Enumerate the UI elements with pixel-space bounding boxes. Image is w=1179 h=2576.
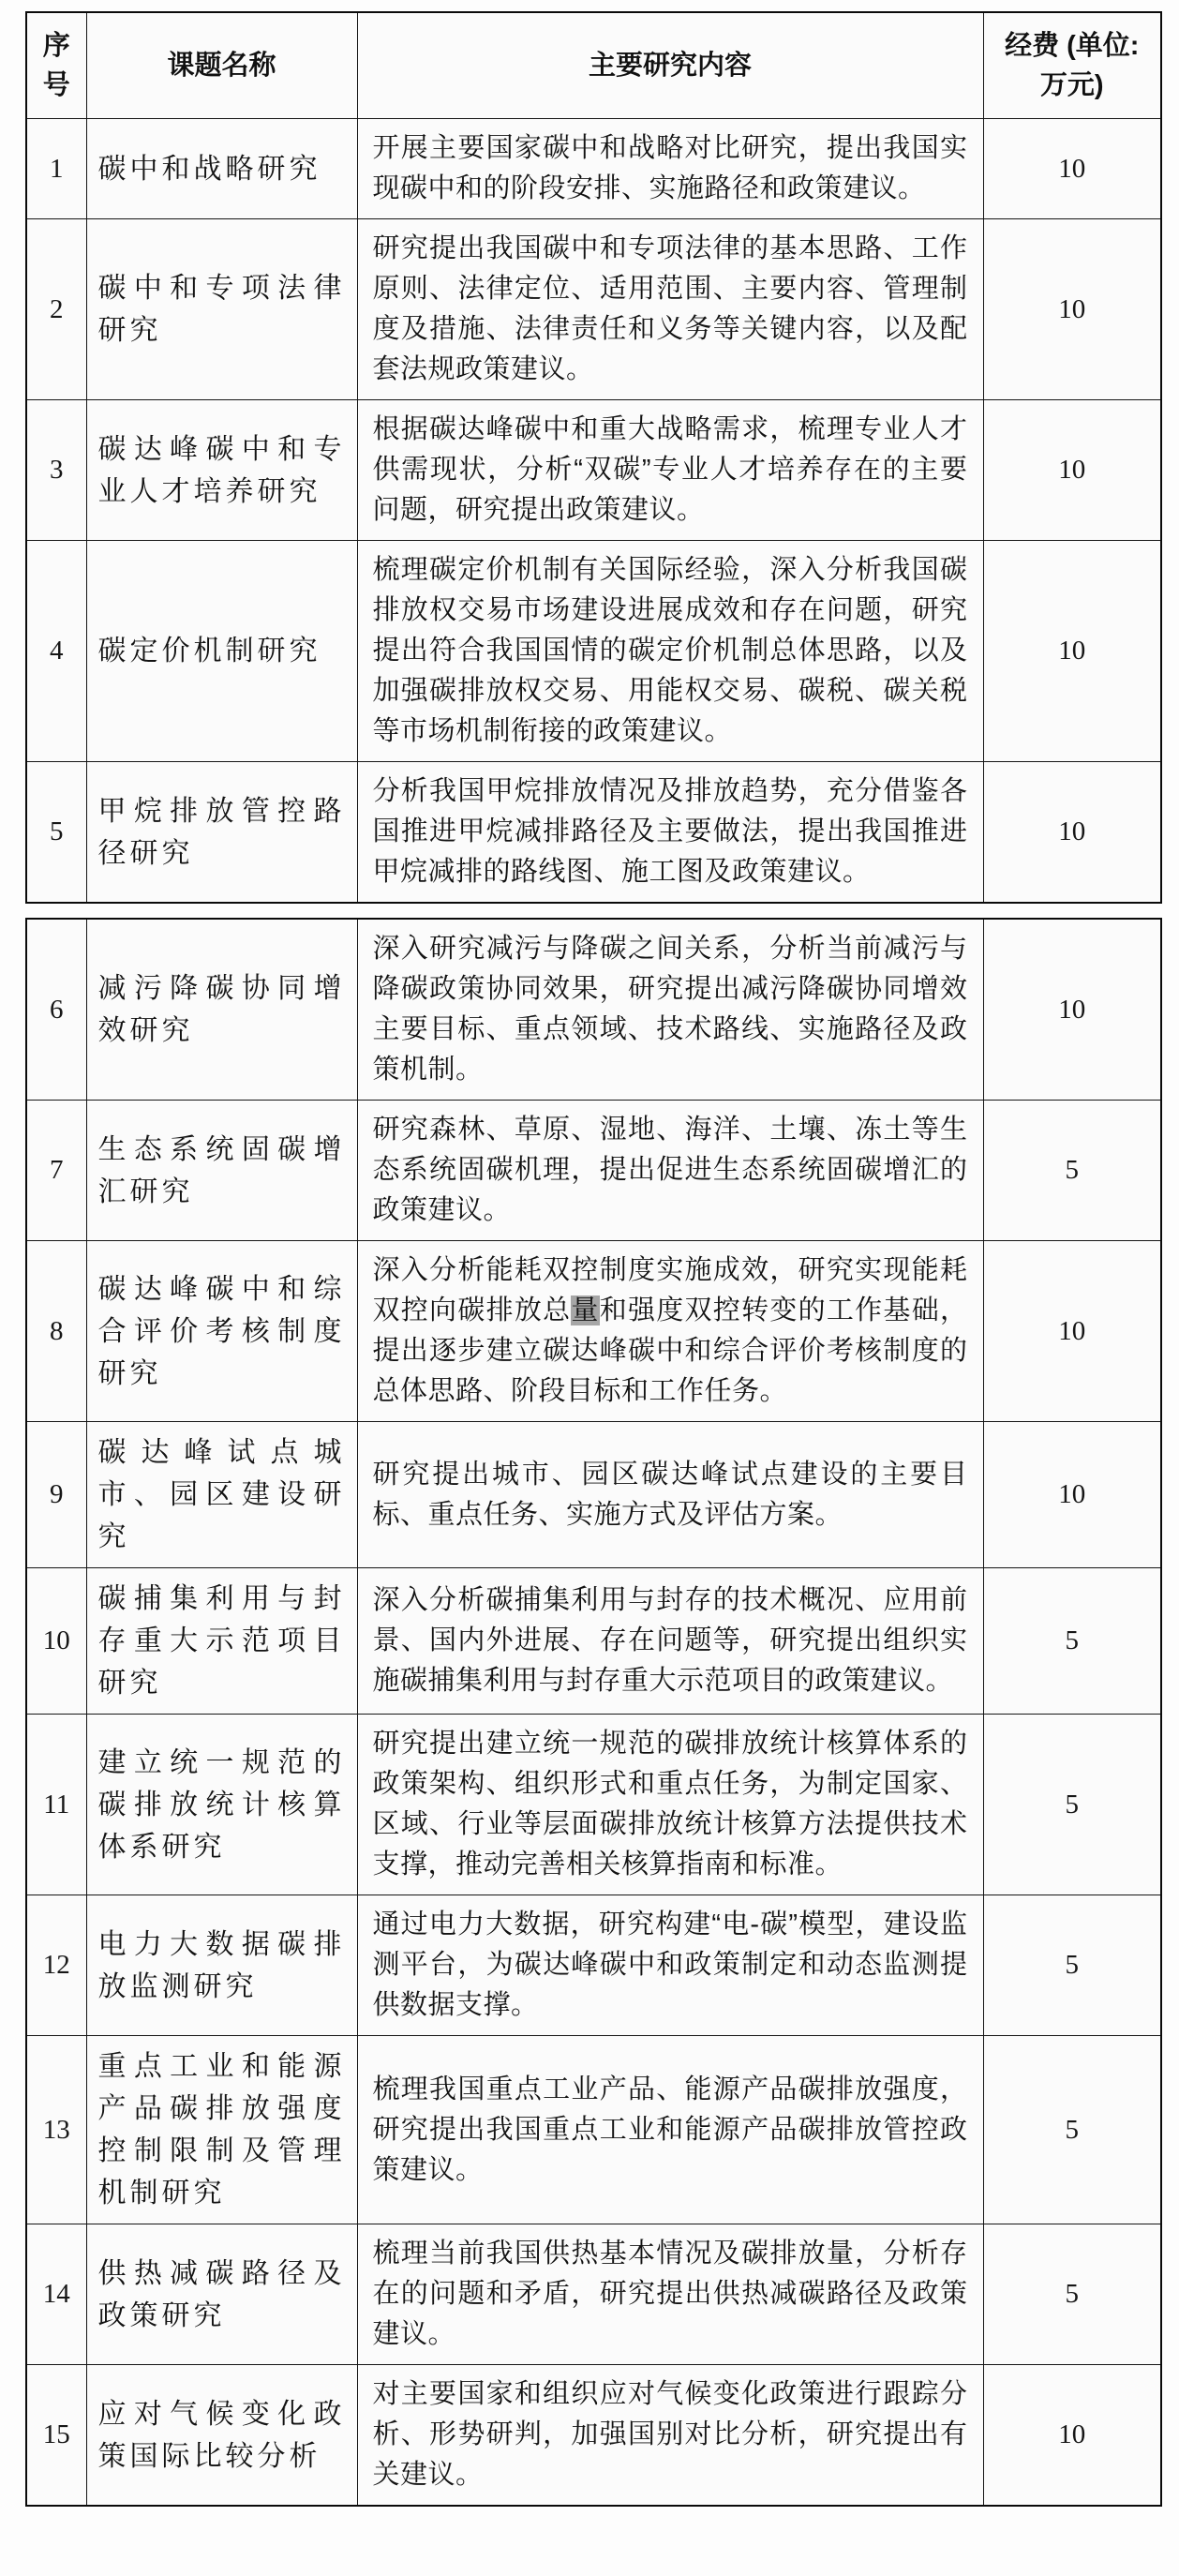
header-cell-research-content: 主要研究内容	[357, 12, 983, 119]
cell-row-number: 2	[26, 219, 86, 400]
table-1-body	[26, 119, 1161, 904]
cell-row-number: 6	[26, 919, 86, 1101]
research-projects-table-1	[25, 11, 1162, 904]
cell-row-number: 15	[26, 2365, 86, 2507]
cell-fee: 10	[983, 2365, 1161, 2507]
table-row	[26, 1568, 1161, 1715]
cell-topic-name: 甲烷排放管控路径研究	[86, 762, 357, 904]
cell-fee: 10	[983, 762, 1161, 904]
table-row	[26, 400, 1161, 541]
research-projects-table-2	[25, 918, 1162, 2507]
table-row	[26, 919, 1161, 1101]
cell-topic-name: 碳中和战略研究	[86, 119, 357, 219]
cell-row-number: 10	[26, 1568, 86, 1715]
cell-research-content: 通过电力大数据，研究构建“电-碳”模型，建设监测平台，为碳达峰碳中和政策制定和动态监测提供数据支撑。	[357, 1895, 983, 2036]
cell-topic-name: 减污降碳协同增效研究	[86, 919, 357, 1101]
cell-research-content: 梳理当前我国供热基本情况及碳排放量，分析存在的问题和矛盾，研究提出供热减碳路径及政策建议。	[357, 2224, 983, 2365]
cell-row-number: 7	[26, 1101, 86, 1241]
cell-topic-name: 碳达峰碳中和综合评价考核制度研究	[86, 1241, 357, 1422]
table-row	[26, 2224, 1161, 2365]
cell-fee: 10	[983, 919, 1161, 1101]
cell-topic-name: 电力大数据碳排放监测研究	[86, 1895, 357, 2036]
cell-row-number: 9	[26, 1422, 86, 1568]
table-row	[26, 2365, 1161, 2507]
cell-research-content: 深入研究减污与降碳之间关系，分析当前减污与降碳政策协同效果，研究提出减污降碳协同增效主要目标、重点领域、技术路线、实施路径及政策机制。	[357, 919, 983, 1101]
cell-fee: 10	[983, 219, 1161, 400]
cell-research-content: 根据碳达峰碳中和重大战略需求，梳理专业人才供需现状，分析“双碳”专业人才培养存在的主要问题，研究提出政策建议。	[357, 400, 983, 541]
content-text: 深入分析能耗双控制度实施成效，研究实现能耗双控向碳排放总	[372, 1255, 968, 1325]
header-cell-fee: 经费 (单位: 万元)	[983, 12, 1161, 119]
cell-research-content: 梳理我国重点工业产品、能源产品碳排放强度，研究提出我国重点工业和能源产品碳排放管控政策建议。	[357, 2036, 983, 2224]
cell-research-content: 研究提出我国碳中和专项法律的基本思路、工作原则、法律定位、适用范围、主要内容、管理制度及措施、法律责任和义务等关键内容，以及配套法规政策建议。	[357, 219, 983, 400]
header-cell-topic-name: 课题名称	[86, 12, 357, 119]
cell-fee: 5	[983, 1715, 1161, 1895]
table-row	[26, 1422, 1161, 1568]
cell-fee: 5	[983, 1101, 1161, 1241]
cell-row-number: 11	[26, 1715, 86, 1895]
cell-row-number: 5	[26, 762, 86, 904]
cell-research-content: 研究提出城市、园区碳达峰试点建设的主要目标、重点任务、实施方式及评估方案。	[357, 1422, 983, 1568]
cell-fee: 10	[983, 541, 1161, 762]
table-2-body	[26, 919, 1161, 2506]
table-row	[26, 1895, 1161, 2036]
cell-fee: 5	[983, 1568, 1161, 1715]
cell-topic-name: 碳中和专项法律研究	[86, 219, 357, 400]
cell-topic-name: 重点工业和能源产品碳排放强度控制限制及管理机制研究	[86, 2036, 357, 2224]
cell-research-content: 对主要国家和组织应对气候变化政策进行跟踪分析、形势研判，加强国别对比分析，研究提出有关建议。	[357, 2365, 983, 2507]
cell-row-number: 4	[26, 541, 86, 762]
header-cell-serial-number: 序号	[26, 12, 86, 119]
cell-research-content: 研究提出建立统一规范的碳排放统计核算体系的政策架构、组织形式和重点任务，为制定国家、区域、行业等层面碳排放统计核算方法提供技术支撑，推动完善相关核算指南和标准。	[357, 1715, 983, 1895]
cell-row-number: 3	[26, 400, 86, 541]
cell-topic-name: 应对气候变化政策国际比较分析	[86, 2365, 357, 2507]
cell-row-number: 14	[26, 2224, 86, 2365]
cell-fee: 5	[983, 2036, 1161, 2224]
cell-topic-name: 碳捕集利用与封存重大示范项目研究	[86, 1568, 357, 1715]
cell-fee: 10	[983, 1241, 1161, 1422]
content-text: 和强度双控转变的工作基础，提出逐步建立碳达峰碳中和综合评价考核制度的总体思路、阶段目标和工作任务。	[372, 1295, 968, 1406]
cell-fee: 5	[983, 1895, 1161, 2036]
cell-row-number: 13	[26, 2036, 86, 2224]
table-row	[26, 541, 1161, 762]
highlighted-char: 量	[571, 1295, 600, 1325]
cell-row-number: 1	[26, 119, 86, 219]
cell-topic-name: 建立统一规范的碳排放统计核算体系研究	[86, 1715, 357, 1895]
header-row	[26, 12, 1161, 119]
cell-row-number: 12	[26, 1895, 86, 2036]
cell-fee: 10	[983, 400, 1161, 541]
cell-research-content: 深入分析碳捕集利用与封存的技术概况、应用前景、国内外进展、存在问题等，研究提出组织实施碳捕集利用与封存重大示范项目的政策建议。	[357, 1568, 983, 1715]
cell-fee: 10	[983, 1422, 1161, 1568]
cell-research-content: 开展主要国家碳中和战略对比研究，提出我国实现碳中和的阶段安排、实施路径和政策建议。	[357, 119, 983, 219]
cell-research-content: 梳理碳定价机制有关国际经验，深入分析我国碳排放权交易市场建设进展成效和存在问题，研究提出符合我国国情的碳定价机制总体思路，以及加强碳排放权交易、用能权交易、碳税、碳关税等市场机制衔接的政策建议。	[357, 541, 983, 762]
cell-research-content: 研究森林、草原、湿地、海洋、土壤、冻土等生态系统固碳机理，提出促进生态系统固碳增汇的政策建议。	[357, 1101, 983, 1241]
cell-research-content: 分析我国甲烷排放情况及排放趋势，充分借鉴各国推进甲烷减排路径及主要做法，提出我国推进甲烷减排的路线图、施工图及政策建议。	[357, 762, 983, 904]
cell-topic-name: 碳达峰碳中和专业人才培养研究	[86, 400, 357, 541]
table-row	[26, 1715, 1161, 1895]
table-row	[26, 1101, 1161, 1241]
cell-topic-name: 供热减碳路径及政策研究	[86, 2224, 357, 2365]
table-row	[26, 2036, 1161, 2224]
cell-row-number: 8	[26, 1241, 86, 1422]
cell-research-content	[357, 1241, 983, 1422]
cell-fee: 5	[983, 2224, 1161, 2365]
cell-topic-name: 碳达峰试点城市、园区建设研究	[86, 1422, 357, 1568]
table-row	[26, 219, 1161, 400]
cell-topic-name: 碳定价机制研究	[86, 541, 357, 762]
table-row	[26, 762, 1161, 904]
table-row	[26, 1241, 1161, 1422]
cell-topic-name: 生态系统固碳增汇研究	[86, 1101, 357, 1241]
cell-fee: 10	[983, 119, 1161, 219]
table-row	[26, 119, 1161, 219]
